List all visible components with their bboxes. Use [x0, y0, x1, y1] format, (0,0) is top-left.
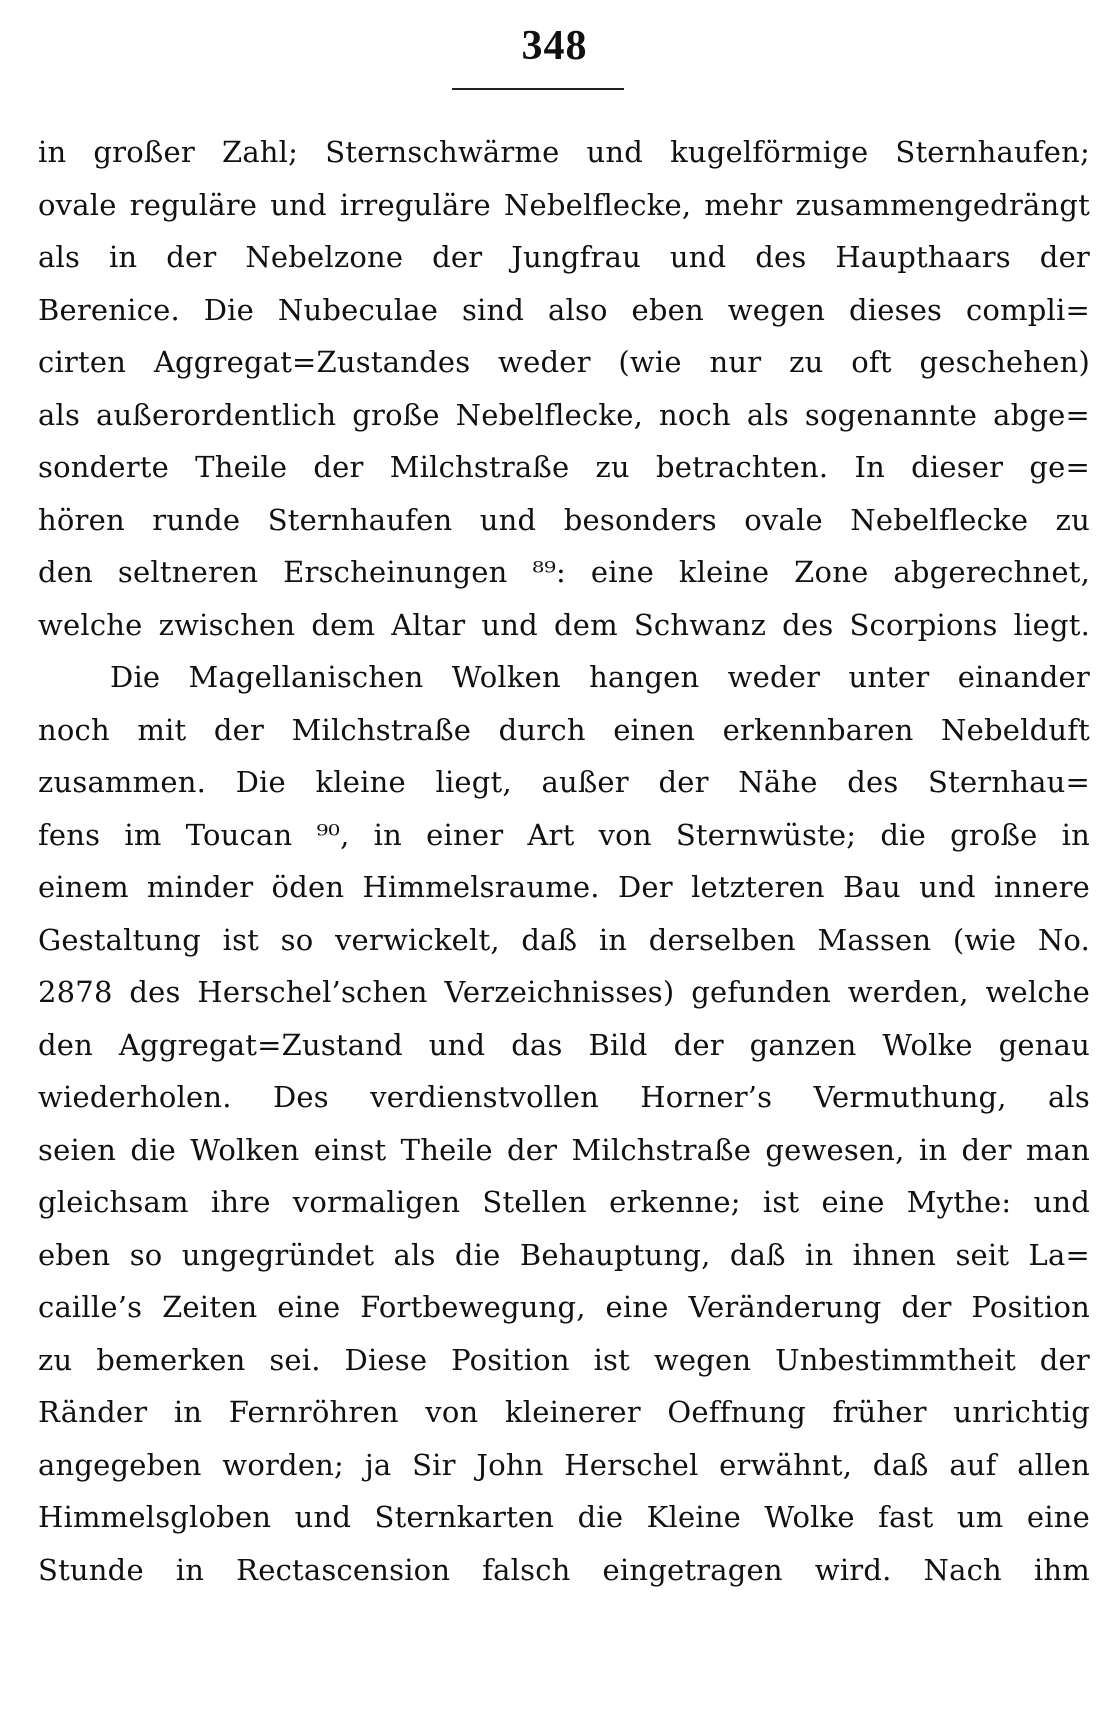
text-line: einem minder öden Himmelsraume. Der letzteren Bau und innere [38, 870, 1090, 904]
text-line: hören runde Sternhaufen und besonders ovale Nebelflecke zu [38, 502, 1090, 537]
text-line: Ränder in Fernröhren von kleinerer Oeffnung früher unrichtig [38, 1395, 1090, 1429]
text-line: seien die Wolken einst Theile der Milchstraße gewesen, in der man [38, 1132, 1090, 1167]
text-line: ovale reguläre und irreguläre Nebelflecke, mehr zusammengedrängt [38, 187, 1090, 222]
text-line: 2878 des Herschel’schen Verzeichnisses) gefunden werden, welche [38, 975, 1090, 1009]
text-line: Himmelsgloben und Sternkarten die Kleine Wolke fast um eine [38, 1500, 1090, 1534]
text-line: Berenice. Die Nubeculae sind also eben wegen dieses compli= [38, 292, 1090, 327]
text-line: sonderte Theile der Milchstraße zu betrachten. In dieser ge= [38, 450, 1090, 484]
text-line: noch mit der Milchstraße durch einen erkennbaren Nebelduft [38, 712, 1090, 747]
page-number: 348 [521, 23, 588, 69]
text-line: zu bemerken sei. Diese Position ist wegen Unbestimmtheit der [38, 1342, 1090, 1377]
text-line: den seltneren Erscheinungen ⁸⁹: eine kleine Zone abgerechnet, [38, 555, 1090, 589]
text-line: angegeben worden; ja Sir John Herschel erwähnt, daß auf allen [38, 1447, 1090, 1482]
paragraph-first-line: Die Magellanischen Wolken hangen weder unter einander [110, 660, 1090, 694]
text-line: Stunde in Rectascension falsch eingetragen wird. Nach ihm [38, 1552, 1090, 1587]
text-line: wiederholen. Des verdienstvollen Horner’s Vermuthung, als [38, 1080, 1090, 1114]
text-line: eben so ungegründet als die Behauptung, daß in ihnen seit La= [38, 1237, 1090, 1272]
text-line: fens im Toucan ⁹⁰, in einer Art von Sternwüste; die große in [38, 817, 1090, 852]
text-line: caille’s Zeiten eine Fortbewegung, eine Veränderung der Position [38, 1290, 1090, 1324]
text-line: den Aggregat=Zustand und das Bild der ganzen Wolke genau [38, 1027, 1090, 1062]
text-line: als in der Nebelzone der Jungfrau und des Haupthaars der [38, 240, 1090, 274]
text-line: Gestaltung ist so verwickelt, daß in derselben Massen (wie No. [38, 922, 1090, 957]
text-line: gleichsam ihre vormaligen Stellen erkenne; ist eine Mythe: und [38, 1185, 1090, 1219]
text-line: in großer Zahl; Sternschwärme und kugelförmige Sternhaufen; [38, 135, 1090, 169]
text-line: welche zwischen dem Altar und dem Schwanz des Scorpions liegt. [38, 607, 1090, 642]
text-line: zusammen. Die kleine liegt, außer der Nähe des Sternhau= [38, 765, 1090, 799]
text-line: cirten Aggregat=Zustandes weder (wie nur zu oft geschehen) [38, 345, 1090, 379]
body-text [38, 126, 1090, 1596]
text-line: als außerordentlich große Nebelflecke, noch als sogenannte abge= [38, 397, 1090, 432]
header-rule [452, 88, 624, 90]
